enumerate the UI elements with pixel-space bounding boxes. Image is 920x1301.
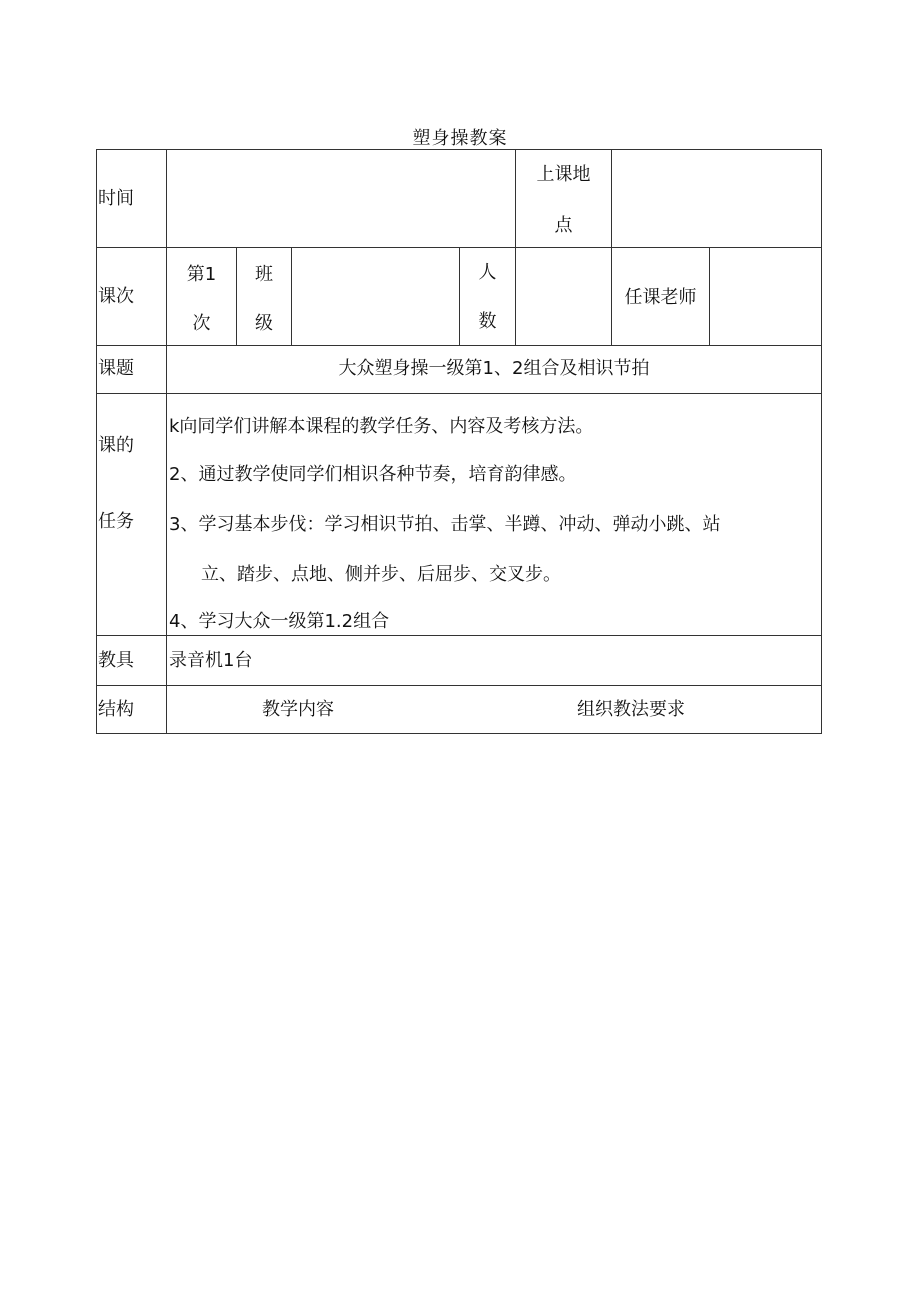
student-count-label-line1: 人 [478,262,497,283]
topic-label: 课题 [98,358,134,379]
session-label: 课次 [98,286,134,307]
table-row-divider [96,393,822,394]
teacher-label: 任课老师 [624,287,697,308]
task-item: 3、学习基本步伐：学习相识节拍、击掌、半蹲、冲动、弹动小跳、站 [169,514,721,535]
table-border-bottom [96,733,822,734]
document-title: 塑身操教案 [412,128,508,149]
session-number-line1: 第1 [186,264,217,285]
equipment-label: 教具 [98,650,134,671]
task-item: k向同学们讲解本课程的教学任务、内容及考核方法。 [169,416,594,437]
table-row-divider [96,685,822,686]
location-label-line1: 上课地 [536,164,591,185]
equipment-value: 录音机1台 [169,650,253,671]
tasks-label-line2: 任务 [98,511,134,532]
student-count-label-line2: 数 [478,311,497,332]
time-label: 时间 [98,188,134,209]
table-row-divider [96,635,822,636]
class-value-cell [292,248,459,345]
teaching-content-header: 教学内容 [262,699,334,720]
class-label-line2: 级 [255,313,273,334]
table-row-divider [96,345,822,346]
task-item: 2、通过教学使同学们相识各种节奏，培育韵律感。 [169,464,577,485]
time-value-cell [167,150,515,247]
table-border-left [96,149,97,734]
session-number-line2: 次 [192,313,211,334]
location-value-cell [612,150,821,247]
tasks-label-line1: 课的 [98,435,134,456]
student-count-value-cell [516,248,611,345]
task-item: 4、学习大众一级第1.2组合 [169,611,390,632]
teaching-method-header: 组织教法要求 [577,699,685,720]
location-label-line2: 点 [554,215,573,236]
class-label-line1: 班 [255,264,273,285]
teacher-value-cell [710,248,821,345]
topic-value: 大众塑身操一级第1、2组合及相识节拍 [338,358,650,379]
structure-label: 结构 [98,699,134,720]
task-item-continuation: 立、踏步、点地、侧并步、后屈步、交叉步。 [201,564,561,585]
table-border-right [821,149,822,734]
